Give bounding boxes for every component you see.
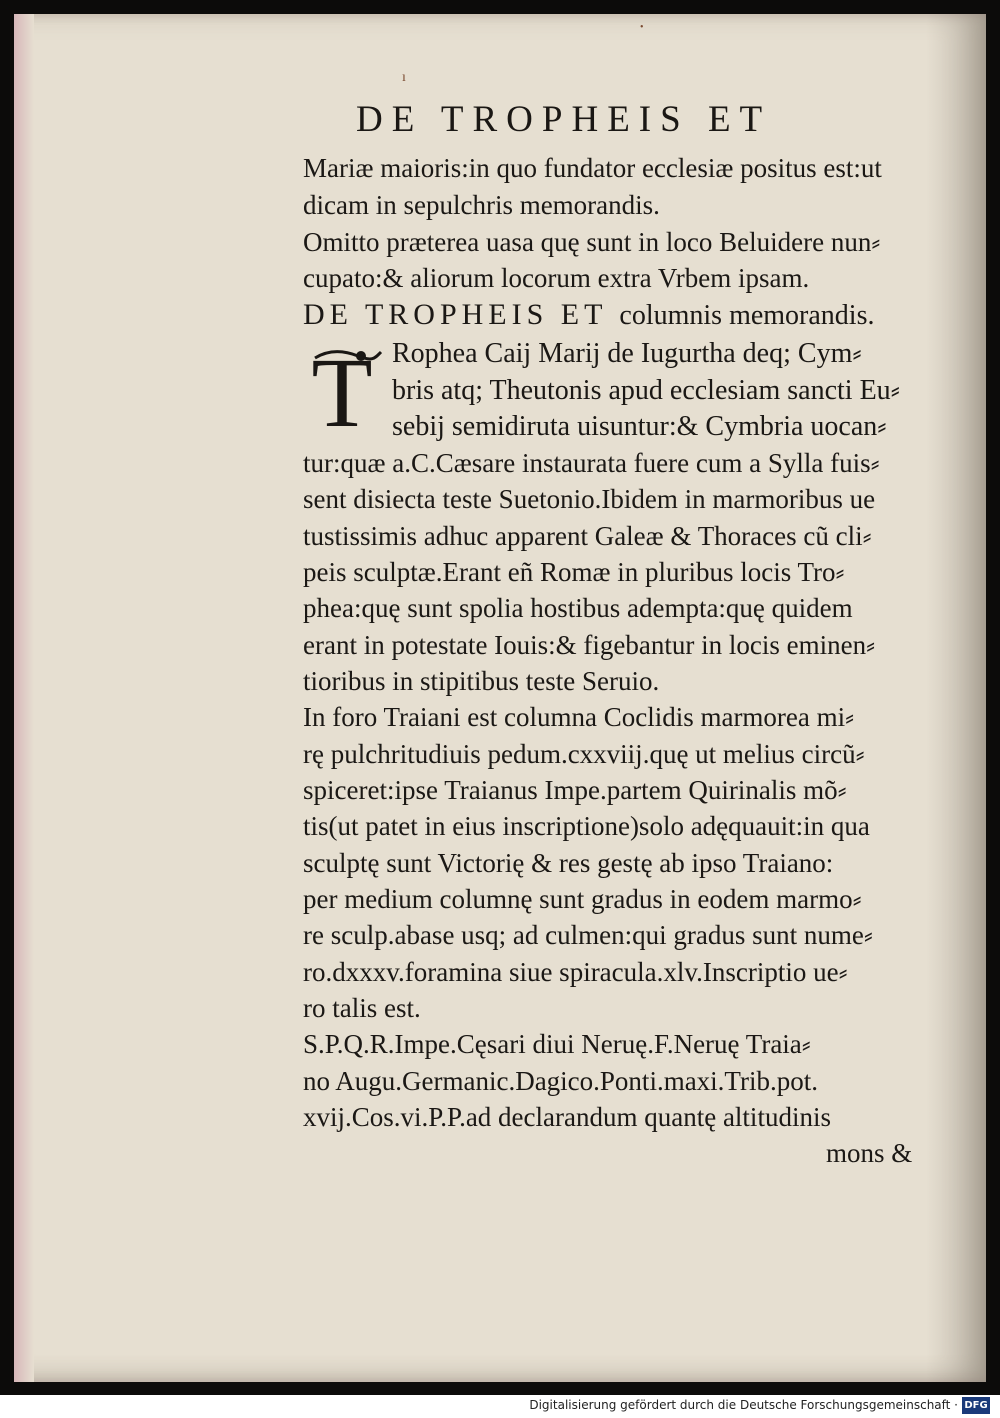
footer-bar bbox=[0, 1395, 1000, 1418]
text-line: spiceret:ipse Traianus Impe.partem Quirinalis mõ⸗ bbox=[303, 775, 847, 805]
dfg-logo: DFG bbox=[962, 1397, 990, 1414]
section-heading bbox=[303, 297, 874, 334]
ink-mark: ı bbox=[402, 70, 406, 85]
catchword: mons & bbox=[826, 1138, 913, 1168]
text-line: tur:quæ a.C.Cæsare instaurata fuere cum a Sylla fuis⸗ bbox=[303, 448, 880, 478]
section-heading-caps: DE TROPHEIS ET bbox=[303, 298, 607, 331]
text-line: tioribus in stipitibus teste Seruio. bbox=[303, 666, 660, 696]
text-line: Ropheа Caij Marij de Iugurtha deq; Cym⸗ bbox=[392, 338, 862, 369]
text-line: phea:quę sunt spolia hostibus adempta:quę quidem bbox=[303, 593, 853, 623]
drop-cap-initial: T bbox=[311, 337, 373, 448]
text-line: S.P.Q.R.Impe.Cęsari diui Neruę.F.Neruę Traia⸗ bbox=[303, 1029, 811, 1059]
text-line: re sculp.abase usq; ad culmen:qui gradus sunt nume⸗ bbox=[303, 920, 873, 950]
text-line: Omitto præterea uasa quę sunt in loco Beluidere nun⸗ bbox=[303, 227, 881, 257]
text-line: sebij semidiruta uisuntur:& Cymbria uocan⸗ bbox=[392, 411, 887, 442]
text-line: tis(ut patet in eius inscriptione)solo adęquauit:in qua bbox=[303, 811, 870, 841]
text-line: Mariæ maioris:in quo fundator ecclesiæ positus est:ut bbox=[303, 153, 882, 183]
text-line: cupato:& aliorum locorum extra Vrbem ipsam. bbox=[303, 263, 810, 293]
text-line: tustissimis adhuc apparent Galeæ & Thoraces cũ cli⸗ bbox=[303, 521, 872, 551]
page-shadow bbox=[926, 14, 986, 1382]
funding-notice: Digitalisierung gefördert durch die Deutsche Forschungsgemeinschaft · bbox=[529, 1398, 958, 1412]
running-head: DE TROPHEIS ET bbox=[356, 99, 772, 140]
text-line: dicam in sepulchris memorandis. bbox=[303, 190, 660, 220]
text-line: peis sculptæ.Erant eñ Romæ in pluribus locis Tro⸗ bbox=[303, 557, 845, 587]
text-line: bris atq; Theutonis apud ecclesiam sancti Eu⸗ bbox=[392, 375, 901, 406]
text-line: In foro Traiani est columna Coclidis marmorea mi⸗ bbox=[303, 702, 855, 732]
text-line: per medium columnę sunt gradus in eodem marmo⸗ bbox=[303, 884, 862, 914]
text-line: rę pulchritudiuis pedum.cxxviij.quę ut melius circũ⸗ bbox=[303, 739, 865, 769]
text-line: no Augu.Germanic.Dagico.Ponti.maxi.Trib.pot. bbox=[303, 1066, 818, 1096]
text-line: sculptę sunt Victorię & res gestę ab ipso Traiano: bbox=[303, 848, 834, 878]
text-line: sent disiecta teste Suetonio.Ibidem in marmoribus ue bbox=[303, 484, 876, 514]
text-line: xvij.Cos.vi.P.P.ad declarandum quantę altitudinis bbox=[303, 1102, 831, 1132]
text-line: ro.dxxxv.foramina siue spiracula.xlv.Inscriptio ue⸗ bbox=[303, 957, 848, 987]
text-line: ro talis est. bbox=[303, 993, 421, 1023]
page-edge bbox=[14, 14, 34, 1382]
ink-mark: • bbox=[640, 22, 644, 33]
text-line: erant in potestate Iouis:& figebantur in locis eminen⸗ bbox=[303, 630, 876, 660]
section-heading-rest: columnis memorandis. bbox=[619, 300, 875, 331]
